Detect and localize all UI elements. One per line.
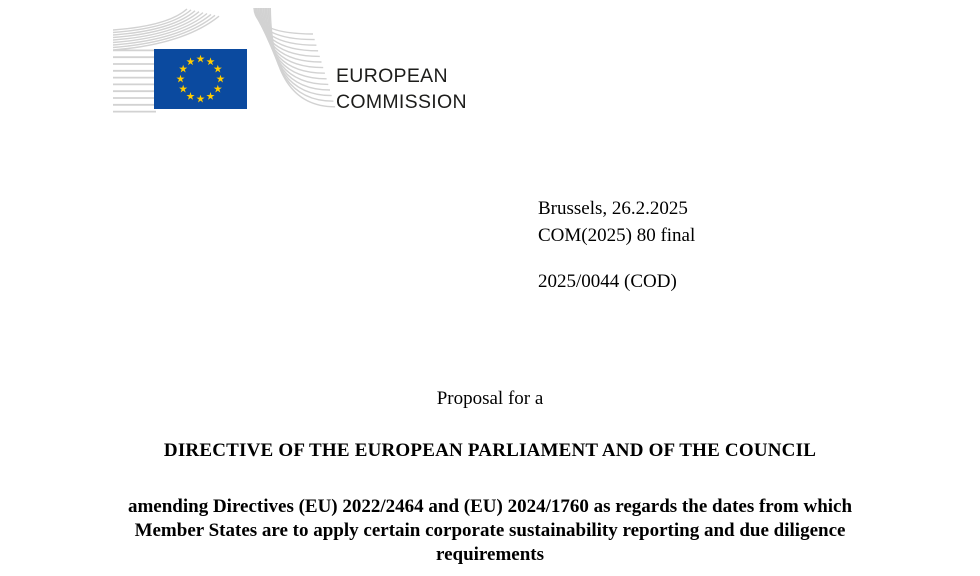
proposal-intro: Proposal for a bbox=[436, 388, 544, 409]
institution-name-line2: COMMISSION bbox=[336, 91, 467, 113]
document-reference: COM(2025) 80 final bbox=[538, 225, 696, 246]
institution-name-line1: EUROPEAN bbox=[336, 65, 448, 87]
eu-flag-icon bbox=[154, 49, 247, 109]
place-date: Brussels, 26.2.2025 bbox=[538, 198, 688, 219]
institution-name bbox=[336, 63, 467, 115]
procedure-reference: 2025/0044 (COD) bbox=[538, 271, 677, 292]
document-header-block bbox=[538, 195, 695, 295]
european-commission-logo bbox=[113, 6, 473, 118]
document-subtitle: amending Directives (EU) 2022/2464 and (EU) 2024/1760 as regards the dates from which Member States are to apply certain corporate sustainability reporting and due diligence requirements bbox=[127, 496, 853, 565]
ec-logo-graphic bbox=[113, 6, 343, 118]
document-title: DIRECTIVE OF THE EUROPEAN PARLIAMENT AND OF THE COUNCIL bbox=[163, 440, 817, 461]
